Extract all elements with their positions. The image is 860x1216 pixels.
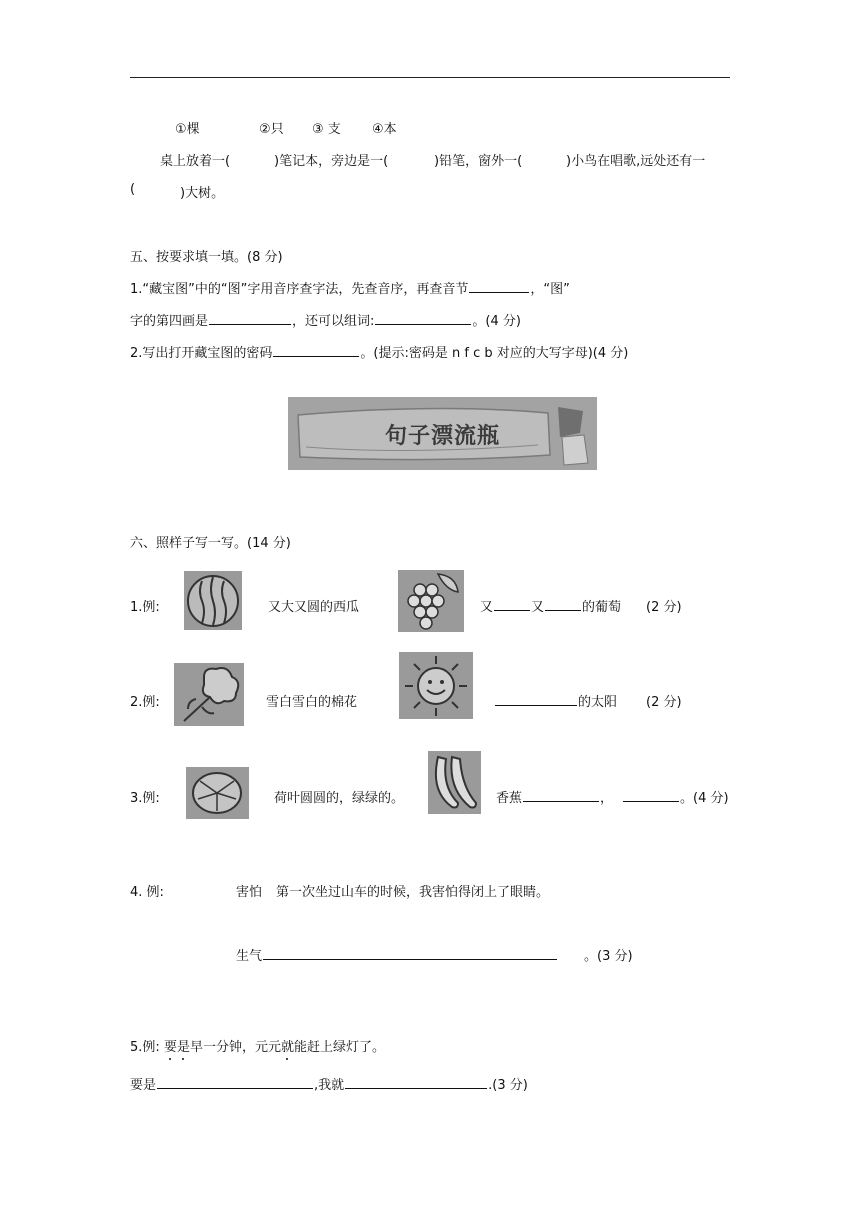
ex1-blank-2[interactable] bbox=[545, 596, 581, 611]
ex1-prompt bbox=[480, 596, 621, 615]
option-3: ③ 支 bbox=[312, 122, 341, 137]
ex1-prompt-c: 的葡萄 bbox=[582, 600, 622, 615]
ex5-char-yao: 要 bbox=[163, 1040, 177, 1055]
ex2-prompt bbox=[494, 691, 617, 710]
option-4: ④本 bbox=[372, 122, 397, 137]
watermelon-icon bbox=[184, 571, 242, 630]
q1-text-e: 。(4 分) bbox=[472, 314, 521, 329]
ex4-label: 4. 例: bbox=[130, 885, 164, 900]
q1-syllable-blank[interactable] bbox=[469, 278, 529, 293]
ex5-label: 5.例: bbox=[130, 1040, 160, 1055]
ex5-char-shi: 是 bbox=[176, 1040, 190, 1055]
ex1-prompt-b: 又 bbox=[531, 600, 545, 615]
q1-text-d: ，还可以组词: bbox=[292, 314, 375, 329]
ex3-blank-2[interactable] bbox=[623, 787, 679, 802]
ex3-prompt bbox=[496, 787, 729, 806]
ex4-blank[interactable] bbox=[263, 945, 557, 960]
sentence2-part-2: )大树。 bbox=[180, 186, 225, 201]
ex3-label: 3.例: bbox=[130, 791, 160, 806]
ex4-word: 害怕 bbox=[236, 885, 263, 900]
q2-password-blank[interactable] bbox=[273, 342, 359, 357]
option-2: ②只 bbox=[259, 122, 284, 137]
ex5-prompt-a: 要是 bbox=[130, 1078, 157, 1093]
ex5-prompt-b: ,我就 bbox=[314, 1078, 345, 1093]
ex4-score: 。(3 分) bbox=[584, 949, 633, 964]
ex4-prompt bbox=[236, 945, 558, 964]
q1-text-a: 1.“藏宝图”中的“图”字用音序查字法，先查音序，再查音节 bbox=[130, 282, 469, 297]
ex1-example: 又大又圆的西瓜 bbox=[268, 600, 360, 615]
sentence-part-2: )笔记本，旁边是一( bbox=[274, 154, 389, 169]
ex1-prompt-a: 又 bbox=[480, 600, 494, 615]
ex3-prompt-b: ， bbox=[600, 791, 614, 806]
ex1-score: (2 分) bbox=[646, 600, 682, 615]
ex5-blank-1[interactable] bbox=[157, 1074, 313, 1089]
ex5-text-mid: 早一分钟，元元 bbox=[189, 1040, 281, 1055]
lotus-leaf-icon bbox=[186, 767, 249, 819]
q1-text-b: ，“图” bbox=[530, 282, 570, 297]
ex3-blank-1[interactable] bbox=[523, 787, 599, 802]
q1-word-blank[interactable] bbox=[375, 310, 471, 325]
q1-text-c: 字的第四画是 bbox=[130, 314, 209, 329]
sun-icon bbox=[399, 652, 473, 719]
section5-q2 bbox=[130, 342, 628, 361]
sentence2-part-1: ( bbox=[130, 182, 136, 197]
banana-icon bbox=[428, 751, 481, 814]
section5-q1-line1 bbox=[130, 278, 570, 297]
ex5-prompt bbox=[130, 1074, 528, 1093]
ex3-prompt-c: 。(4 分) bbox=[680, 791, 729, 806]
cotton-icon bbox=[174, 663, 244, 726]
section5-heading: 五、按要求填一填。(8 分) bbox=[130, 250, 283, 265]
ex2-score: (2 分) bbox=[646, 695, 682, 710]
option-1: ①棵 bbox=[175, 122, 200, 137]
ex1-blank-1[interactable] bbox=[494, 596, 530, 611]
ex5-prompt-c: .(3 分) bbox=[488, 1078, 528, 1093]
ex2-blank[interactable] bbox=[495, 691, 577, 706]
sentence-part-3: )铅笔，窗外一( bbox=[434, 154, 523, 169]
grapes-icon bbox=[398, 570, 464, 632]
banner-title: 句子漂流瓶 bbox=[384, 423, 500, 449]
section5-q1-line2 bbox=[130, 310, 521, 329]
ex5-example bbox=[130, 1036, 385, 1055]
ex2-label: 2.例: bbox=[130, 695, 160, 710]
q1-stroke-blank[interactable] bbox=[209, 310, 291, 325]
sentence-part-4: )小鸟在唱歌,远处还有一 bbox=[566, 154, 706, 169]
ex5-blank-2[interactable] bbox=[345, 1074, 487, 1089]
sentence-part-1: 桌上放着一( bbox=[160, 154, 231, 169]
ex4-prompt-word: 生气 bbox=[236, 949, 263, 964]
ex5-char-jiu: 就 bbox=[280, 1040, 294, 1055]
q2-text-a: 2.写出打开藏宝图的密码 bbox=[130, 346, 273, 361]
drift-bottle-banner bbox=[288, 397, 597, 470]
ex3-prompt-a: 香蕉 bbox=[496, 791, 523, 806]
ex5-text-end: 能赶上绿灯了。 bbox=[294, 1040, 386, 1055]
ex3-example: 荷叶圆圆的，绿绿的。 bbox=[274, 791, 405, 806]
header-rule bbox=[130, 77, 730, 78]
ex4-sentence: 第一次坐过山车的时候，我害怕得闭上了眼睛。 bbox=[276, 885, 550, 900]
ex2-prompt-text: 的太阳 bbox=[578, 695, 618, 710]
q2-text-b: 。(提示:密码是 n f c b 对应的大写字母)(4 分) bbox=[360, 346, 629, 361]
ex2-example: 雪白雪白的棉花 bbox=[266, 695, 358, 710]
ex1-label: 1.例: bbox=[130, 600, 160, 615]
section6-heading: 六、照样子写一写。(14 分) bbox=[130, 536, 291, 551]
